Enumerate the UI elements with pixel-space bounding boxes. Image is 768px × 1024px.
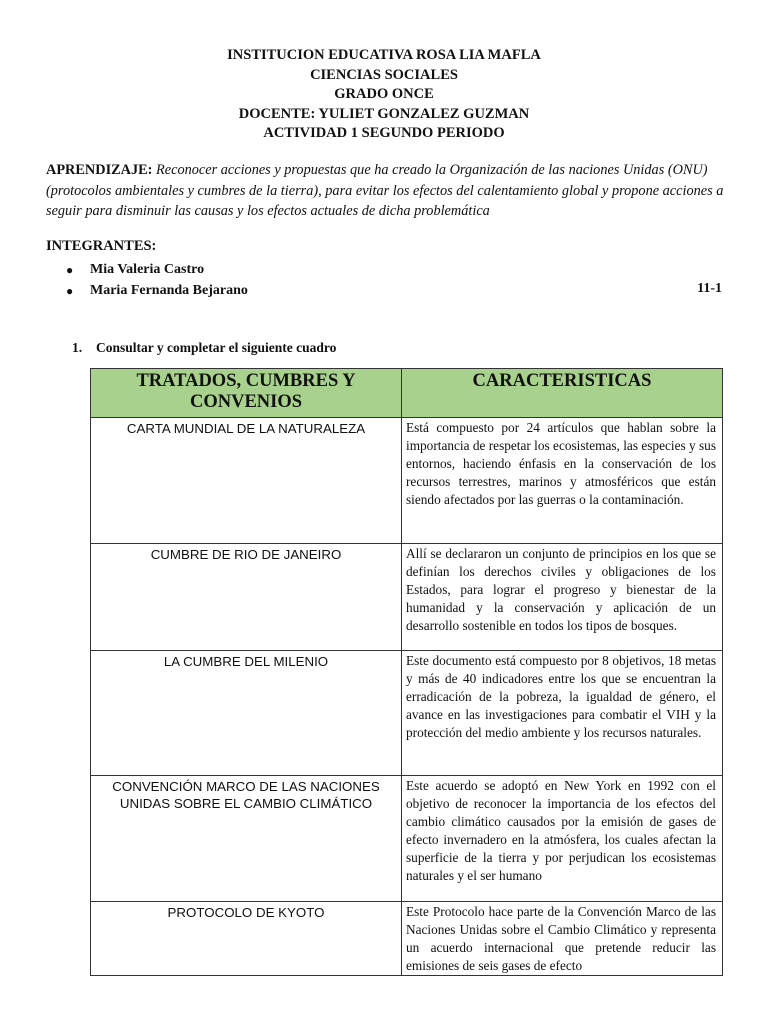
agreement-name: CARTA MUNDIAL DE LA NATURALEZA: [91, 418, 402, 544]
grade: GRADO ONCE: [334, 86, 434, 102]
list-item: [60, 281, 726, 302]
question-number: 1.: [72, 340, 83, 355]
agreement-name: LA CUMBRE DEL MILENIO: [91, 651, 402, 776]
learning-objective: [46, 160, 726, 222]
table-row: [91, 902, 723, 976]
activity-title: ACTIVIDAD 1 SEGUNDO PERIODO: [263, 125, 505, 141]
members-title: INTEGRANTES:: [46, 238, 157, 254]
table-row: [91, 544, 723, 651]
document-header: [0, 46, 768, 144]
learning-text: Reconocer acciones y propuestas que ha creado la Organización de las naciones Unidas (ONU) (protocolos ambientales y cumbres de la tierra), para evitar los efectos del calentamiento global y propone acciones a seguir para disminuir las causas y los efectos actuales de dicha problemática: [46, 162, 724, 219]
agreement-description: Este documento está compuesto por 8 objetivos, 18 metas y más de 40 indicadores entre los que se encuentran la erradicación de la pobreza, la igualdad de género, el avance en las investigaciones para combatir el VIH y la protección del medio ambiente y los recursos naturales.: [402, 651, 723, 776]
column-header-characteristics: CARACTERISTICAS: [402, 369, 723, 418]
list-item: [60, 260, 726, 281]
members-list: [60, 260, 726, 301]
agreement-description: Allí se declararon un conjunto de principios en los que se definían los derechos civiles y obligaciones de los Estados, para lograr el progreso y bienestar de la humanidad y la conservación y aplicación de un desarrollo sostenible en todos los tipos de bosques.: [402, 544, 723, 651]
agreements-table: [90, 368, 723, 976]
question: [72, 340, 336, 356]
member-name: Maria Fernanda Bejarano: [90, 282, 248, 298]
teacher: DOCENTE: YULIET GONZALEZ GUZMAN: [238, 105, 530, 122]
agreement-description: Este acuerdo se adoptó en New York en 1992 con el objetivo de reconocer la importancia de los efectos del cambio climático causados por la emisión de gases de efecto invernadero en la atmósfera, los cuales afectan la superficie de la tierra y por perjudican los ecosistemas naturales y el ser humano: [402, 776, 723, 902]
agreement-description: Está compuesto por 24 artículos que hablan sobre la importancia de respetar los ecosistemas, las especies y sus entornos, haciendo énfasis en la conservación de los recursos terrestres, marinos y atmosféricos que están siendo afectados por las guerras o la contaminación.: [402, 418, 723, 544]
agreement-name: PROTOCOLO DE KYOTO: [91, 902, 402, 976]
school-name: INSTITUCION EDUCATIVA ROSA LIA MAFLA: [227, 47, 541, 63]
table-row: [91, 651, 723, 776]
question-text: Consultar y completar el siguiente cuadro: [96, 340, 337, 355]
agreement-description: Este Protocolo hace parte de la Convención Marco de las Naciones Unidas sobre el Cambio Climático y representa un acuerdo internacional que pretende reducir las emisiones de seis gases de efecto: [402, 902, 723, 976]
subject: CIENCIAS SOCIALES: [310, 66, 458, 83]
table-row: [91, 776, 723, 902]
bullet-icon: ●: [66, 283, 74, 298]
agreement-name: CUMBRE DE RIO DE JANEIRO: [91, 544, 402, 651]
table-row: [91, 418, 723, 544]
member-name: Mia Valeria Castro: [90, 262, 205, 277]
learning-label: APRENDIZAJE:: [46, 162, 153, 178]
bullet-icon: ●: [66, 263, 74, 277]
column-header-agreements: TRATADOS, CUMBRES Y CONVENIOS: [91, 369, 402, 418]
agreement-name: CONVENCIÓN MARCO DE LAS NACIONES UNIDAS SOBRE EL CAMBIO CLIMÁTICO: [91, 776, 402, 902]
group-code: 11-1: [697, 281, 722, 296]
table-header-row: [91, 369, 723, 418]
